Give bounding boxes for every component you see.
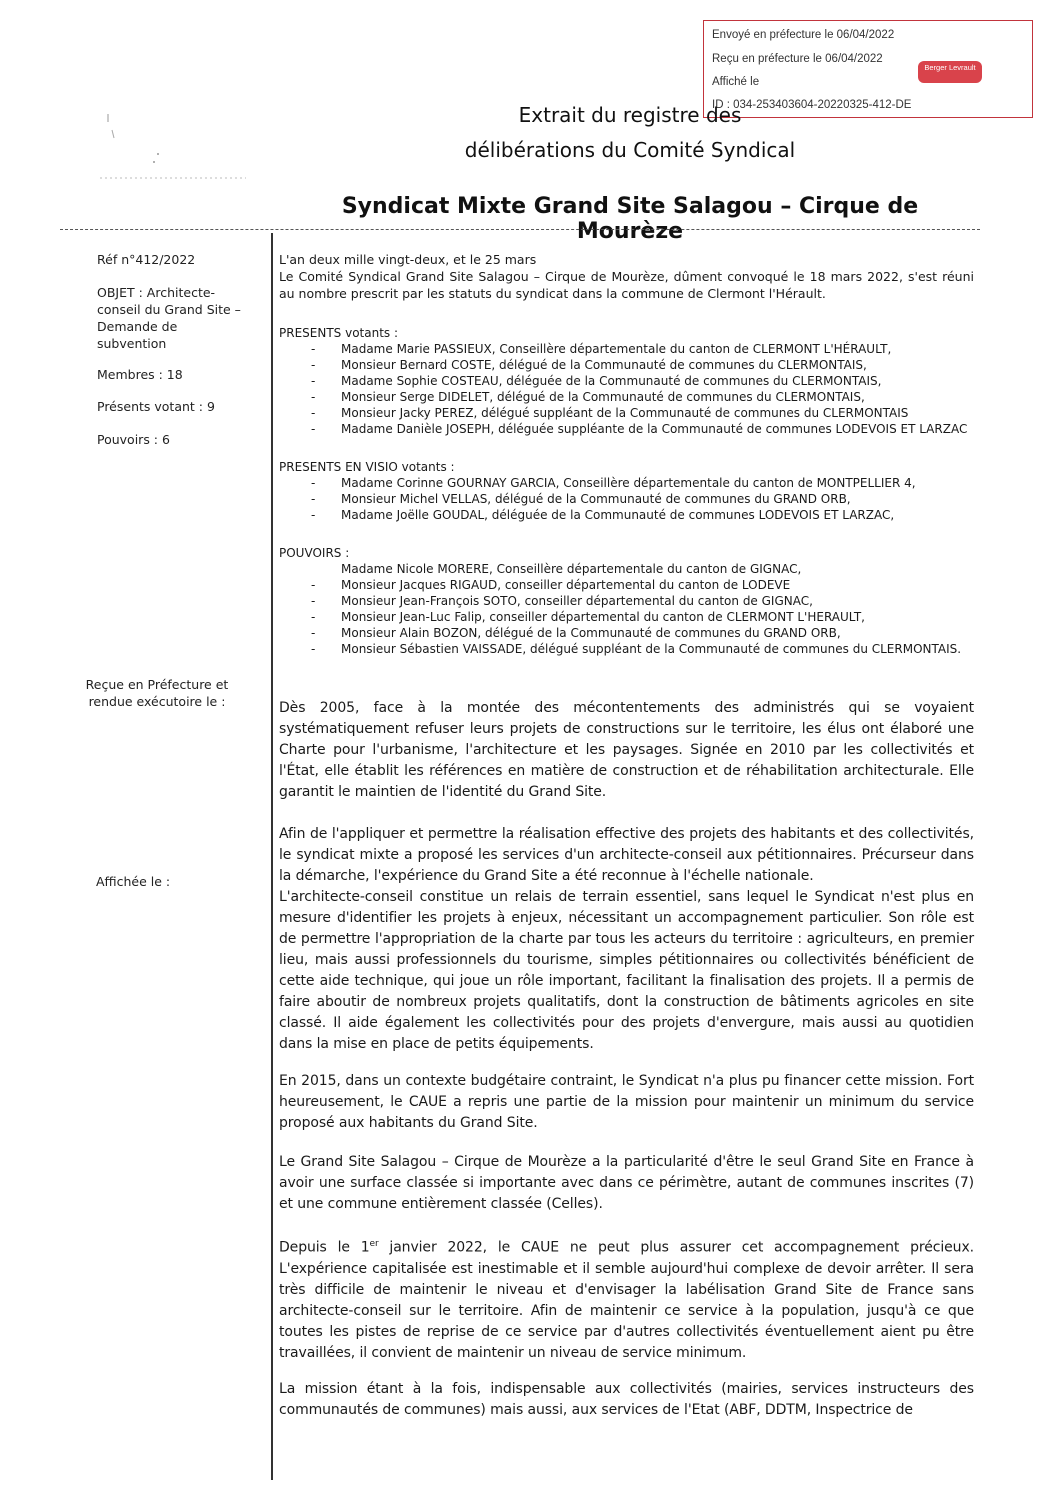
visio-section [279, 459, 974, 523]
letterhead-crest [96, 108, 256, 188]
paragraph-grand-site: Le Grand Site Salagou – Cirque de Mourèze a la particularité d'être le seul Grand Site en France à avoir une surface classée si importante avec dans ce périmètre, autant de communes inscrites (7) et une commune entièrement classée (Celles). [279, 1154, 974, 1212]
presents-section [279, 325, 974, 437]
list-item: Madame Nicole MORERE, Conseillère départementale du canton de GIGNAC, [341, 562, 802, 576]
prefecture-receipt-label: Reçue en Préfecture et rendue exécutoire le : [85, 677, 229, 709]
present-voters-count: Présents votant : 9 [97, 399, 215, 414]
list-item: - Monsieur Jacky PEREZ, délégué suppléant de la Communauté de communes du CLERMONTAIS [279, 405, 974, 421]
visio-list [279, 475, 974, 523]
proxies-list [279, 561, 974, 657]
paragraph-2015: En 2015, dans un contexte budgétaire contraint, le Syndicat n'a plus pu financer cette mission. Fort heureusement, le CAUE a repris une partie de la mission pour maintenir un minimum du service proposé aux habitants du Grand Site. [279, 1073, 974, 1131]
list-item: - Monsieur Sébastien VAISSADE, délégué suppléant de la Communauté de communes du CLERMONTAIS. [279, 641, 974, 657]
paragraph-2022-start: Depuis le 1 [279, 1239, 370, 1256]
list-item: - Madame Sophie COSTEAU, déléguée de la Communauté de communes du CLERMONTAIS, [279, 373, 974, 389]
paragraph-mission: La mission étant à la fois, indispensable aux collectivités (mairies, services instructeurs des communautés de communes) mais aussi, aux services de l'Etat (ABF, DDTM, Inspectrice de [279, 1381, 974, 1418]
paragraph-architect [279, 824, 974, 1055]
list-item: - Madame Danièle JOSEPH, déléguée suppléante de la Communauté de communes LODEVOIS ET LARZAC [279, 421, 974, 437]
paragraph-architect-intro: Afin de l'appliquer et permettre la réalisation effective des projets des habitants et des collectivités, le syndicat mixte a proposé les services d'un architecte-conseil aux pétitionnaires. Précurseur dans la démarche, l'expérience du Grand Site a été reconnue à l'échelle nationale. [279, 826, 974, 884]
header-divider [60, 229, 980, 230]
list-item: - Madame Joëlle GOUDAL, déléguée de la Communauté de communes LODEVOIS ET LARZAC, [279, 507, 974, 523]
presents-heading: PRESENTS votants : [279, 326, 399, 340]
list-item: - Monsieur Jean-Luc Falip, conseiller départemental du canton de CLERMONT L'HERAULT, [279, 609, 974, 625]
list-item: - Monsieur Jean-François SOTO, conseiller départemental du canton de GIGNAC, [279, 593, 974, 609]
stamp-id: ID : 034-253403604-20220325-412-DE [712, 99, 912, 111]
superscript: er [369, 1239, 379, 1249]
berger-levrault-logo: Berger Levrault [918, 61, 982, 83]
posted-label: Affichée le : [96, 874, 171, 889]
subject: OBJET : Architecte-conseil du Grand Site – Demande de subvention [97, 285, 241, 351]
proxies-heading: POUVOIRS : [279, 546, 350, 560]
crest-icon [96, 108, 256, 188]
intro-date: L'an deux mille vingt-deux, et le 25 mars [279, 252, 537, 267]
list-item: - Madame Corinne GOURNAY GARCIA, Conseillère départementale du canton de MONTPELLIER 4, [279, 475, 974, 491]
presents-list [279, 341, 974, 437]
visio-heading: PRESENTS EN VISIO votants : [279, 460, 455, 474]
stamp-displayed: Affiché le [712, 76, 760, 88]
intro [279, 251, 974, 302]
reference-number: Réf n°412/2022 [97, 252, 196, 267]
paragraph-2022 [279, 1234, 974, 1364]
proxies-section [279, 545, 974, 657]
intro-convocation: Le Comité Syndical Grand Site Salagou – Cirque de Mourèze, dûment convoqué le 18 mars 2022, s'est réuni au nombre prescrit par les statuts du syndicat dans la commune de Clermont l'Hérault. [279, 269, 974, 301]
paragraph-2022-rest: janvier 2022, le CAUE ne peut plus assurer cet accompagnement précieux. L'expérience capitalisée est inestimable et il semble aujourd'hui complexe de devoir arrêter. Il sera très difficile de maintenir le niveau et d'envisager la labélisation Grand Site de France sans architecte-conseil sur le territoire. Afin de maintenir ce service à la population, jusqu'à ce que toutes les pistes de reprise de ce service par d'autres collectivités éventuellement aient pu être travaillées, il convient de maintenir un niveau de service minimum. [279, 1239, 974, 1361]
syndicate-title: Syndicat Mixte Grand Site Salagou – Cirque de Mourèze [341, 194, 919, 244]
stamp-sent-date: Envoyé en préfecture le 06/04/2022 [712, 29, 895, 41]
margin-divider [271, 233, 273, 1480]
members-count: Membres : 18 [97, 367, 183, 382]
stamp-received-date: Reçu en préfecture le 06/04/2022 [712, 53, 883, 65]
list-item: - Monsieur Michel VELLAS, délégué de la Communauté de communes du GRAND ORB, [279, 491, 974, 507]
list-item: - Madame Marie PASSIEUX, Conseillère départementale du canton de CLERMONT L'HÉRAULT, [279, 341, 974, 357]
proxies-count: Pouvoirs : 6 [97, 432, 170, 447]
list-item: - Monsieur Bernard COSTE, délégué de la Communauté de communes du CLERMONTAIS, [279, 357, 974, 373]
paragraph-architect-role: L'architecte-conseil constitue un relais de terrain essentiel, sans lequel le Syndicat n'est plus en mesure d'identifier les projets à enjeux, nécessitant un accompagnement particulier. Son rôle est de permettre l'appropriation de la charte par tous les acteurs du territoire : agriculteurs, en premier lieu, mais aussi professionnels du tourisme, simples pétitionnaires ou collectivités bénéficient de cette aide technique, qui joue un rôle important, facilitant la finalisation des projets. Il a permis de faire aboutir de nombreux projets qualitatifs, dont la construction de bâtiments agricoles en site classé. Il aide également les collectivités pour des projets d'envergure, mais aussi au quotidien dans la mise en place de petits équipements. [279, 889, 974, 1052]
title-line-2: délibérations du Comité Syndical [464, 138, 796, 162]
title-line-1: Extrait du registre des [518, 103, 742, 127]
list-item: - Monsieur Jacques RIGAUD, conseiller départemental du canton de LODEVE [279, 577, 974, 593]
paragraph-charter: Dès 2005, face à la montée des mécontentements des administrés qui se voyaient systématiquement refuser leurs projets de constructions sur le territoire, les élus ont élaboré une Charte pour l'urbanisme, l'architecture et les paysages. Signée en 2010 par les collectivités et l'État, elle établit les références en matière de construction et de réhabilitation architecturale. Elle garantit le maintien de l'identité du Grand Site. [279, 700, 974, 800]
list-item: - Monsieur Alain BOZON, délégué de la Communauté de communes du GRAND ORB, [279, 625, 974, 641]
list-item: - Monsieur Serge DIDELET, délégué de la Communauté de communes du CLERMONTAIS, [279, 389, 974, 405]
